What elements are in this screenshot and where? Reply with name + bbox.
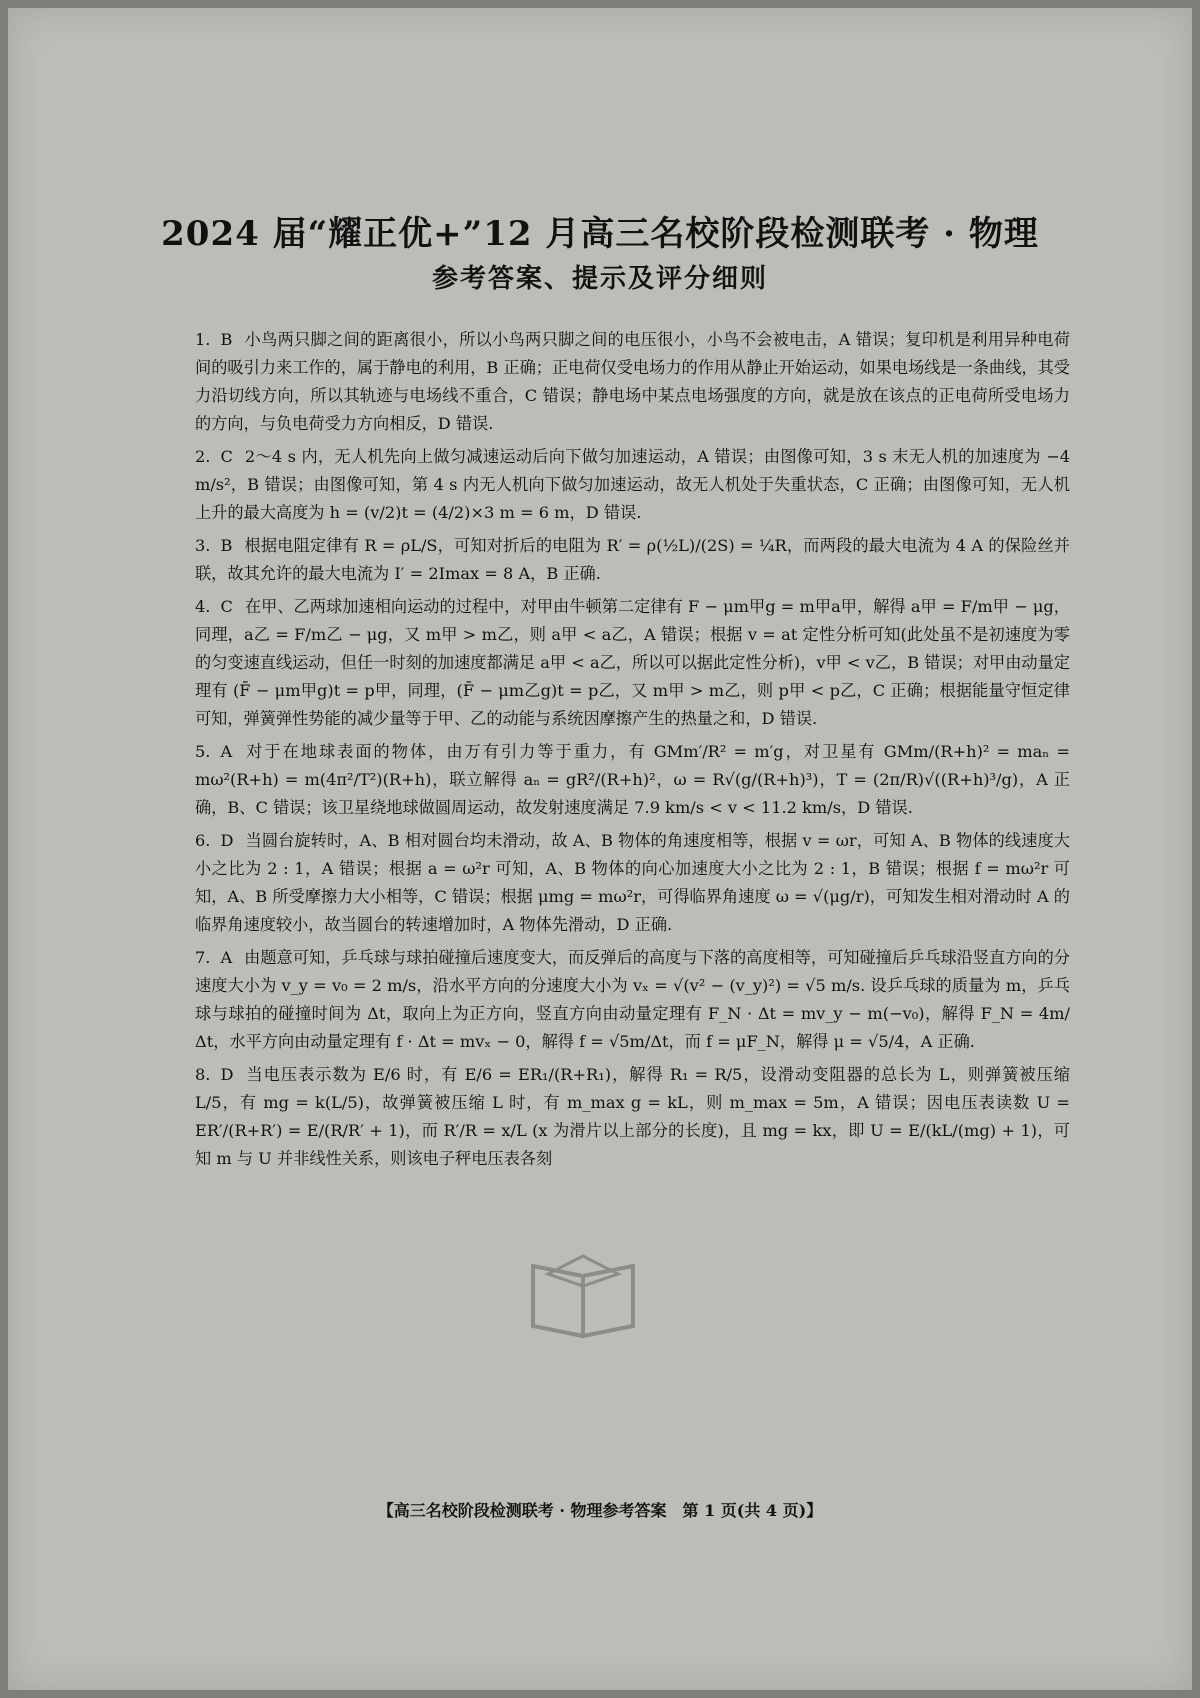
question-number: 1.	[195, 330, 211, 349]
page-subtitle: 参考答案、提示及评分细则	[431, 264, 768, 294]
question-number: 5.	[195, 742, 211, 761]
question-explanation: 根据电阻定律有 R = ρL/S，可知对折后的电阻为 R′ = ρ(½L)/(2S) = ¼R，而两段的最大电流为 4 A 的保险丝并联，故其允许的最大电流为 I′ = 2Imax = 8 A，B 正确.	[195, 536, 1070, 583]
question-explanation: 小鸟两只脚之间的距离很小，所以小鸟两只脚之间的电压很小，小鸟不会被电击，A 错误；复印机是利用异种电荷间的吸引力来工作的，属于静电的利用，B 正确；正电荷仅受电场力的作用从静止开始运动，如果电场线是一条曲线，其受力沿切线方向，所以其轨迹与电场线不重合，C 错误；静电场中某点电场强度的方向，就是放在该点的正电荷所受电场力的方向，与负电荷受力方向相反，D 错误.	[195, 330, 1070, 433]
question-number: 3.	[195, 536, 211, 555]
question-explanation: 2～4 s 内，无人机先向上做匀减速运动后向下做匀加速运动，A 错误；由图像可知，3 s 末无人机的加速度为 −4 m/s²，B 错误；由图像可知，第 4 s 内无人机向下做匀加速运动，故无人机处于失重状态，C 正确；由图像可知，无人机上升的最大高度为 h = (v/2)t = (4/2)×3 m = 6 m，D 错误.	[195, 447, 1070, 522]
question-number: 6.	[195, 831, 211, 850]
question-number: 2.	[195, 447, 211, 466]
question-answer: C	[220, 597, 233, 616]
page-footer: 【高三名校阶段检测联考 · 物理参考答案 第 1 页(共 4 页)】	[377, 1501, 823, 1520]
question-4	[195, 593, 1070, 733]
question-answer: B	[220, 536, 233, 555]
question-explanation: 当圆台旋转时，A、B 相对圆台均未滑动，故 A、B 物体的角速度相等，根据 v = ωr，可知 A、B 物体的线速度大小之比为 2 : 1，A 错误；根据 a = ω²r 可知，A、B 物体的向心加速度大小之比为 2 : 1，B 错误；根据 f = mω²r 可知，A、B 所受摩擦力大小相等，C 错误；根据 μmg = mω²r，可得临界角速度 ω = √(μg/r)，可知发生相对滑动时 A 的临界角速度较小，故当圆台的转速增加时，A 物体先滑动，D 正确.	[195, 831, 1070, 934]
watermark-book-logo-icon	[518, 1246, 648, 1346]
question-answer: A	[220, 742, 233, 761]
question-number: 4.	[195, 597, 211, 616]
question-number: 7.	[195, 948, 211, 967]
page-sheet	[8, 8, 1192, 1690]
question-5	[195, 738, 1070, 822]
question-answer: A	[220, 948, 233, 967]
question-answer: D	[220, 831, 234, 850]
question-explanation: 由题意可知，乒乓球与球拍碰撞后速度变大，而反弹后的高度与下落的高度相等，可知碰撞后乒乓球沿竖直方向的分速度大小为 v_y = v₀ = 2 m/s，沿水平方向的分速度大小为 vₓ = √(v² − (v_y)²) = √5 m/s. 设乒乓球的质量为 m，乒乓球与球拍的碰撞时间为 Δt，取向上为正方向，竖直方向由动量定理有 F_N · Δt = mv_y − m(−v₀)，解得 F_N = 4m/Δt，水平方向由动量定理有 f · Δt = mvₓ − 0，解得 f = √5m/Δt，而 f = μF_N，解得 μ = √5/4，A 正确.	[195, 948, 1070, 1051]
page-title: 2024 届“耀正优+”12 月高三名校阶段检测联考 · 物理	[161, 214, 1039, 254]
question-answer: D	[220, 1065, 234, 1084]
question-answer: B	[220, 330, 233, 349]
question-8	[195, 1061, 1070, 1173]
question-number: 8.	[195, 1065, 211, 1084]
question-3	[195, 532, 1070, 588]
question-7	[195, 944, 1070, 1056]
answer-list	[195, 326, 1070, 1178]
question-answer: C	[220, 447, 233, 466]
question-explanation: 对于在地球表面的物体，由万有引力等于重力，有 GMm′/R² = m′g，对卫星有 GMm/(R+h)² = maₙ = mω²(R+h) = m(4π²/T²)(R+h)，联立解得 aₙ = gR²/(R+h)²，ω = R√(g/(R+h)³)，T = (2π/R)√((R+h)³/g)，A 正确，B、C 错误；该卫星绕地球做圆周运动，故发射速度满足 7.9 km/s < v < 11.2 km/s，D 错误.	[195, 742, 1070, 817]
question-6	[195, 827, 1070, 939]
question-explanation: 当电压表示数为 E/6 时，有 E/6 = ER₁/(R+R₁)，解得 R₁ = R/5，设滑动变阻器的总长为 L，则弹簧被压缩 L/5，有 mg = k(L/5)，故弹簧被压缩 L 时，有 m_max g = kL，则 m_max = 5m，A 错误；因电压表读数 U = ER′/(R+R′) = E/(R/R′ + 1)，而 R′/R = x/L (x 为滑片以上部分的长度)，且 mg = kx，即 U = E/(kL/(mg) + 1)，可知 m 与 U 并非线性关系，则该电子秤电压表各刻	[195, 1065, 1070, 1168]
question-2	[195, 443, 1070, 527]
question-1	[195, 326, 1070, 438]
question-explanation: 在甲、乙两球加速相向运动的过程中，对甲由牛顿第二定律有 F − μm甲g = m甲a甲，解得 a甲 = F/m甲 − μg，同理，a乙 = F/m乙 − μg，又 m甲 > m乙，则 a甲 < a乙，A 错误；根据 v = at 定性分析可知(此处虽不是初速度为零的匀变速直线运动，但任一时刻的加速度都满足 a甲 < a乙，所以可以据此定性分析)，v甲 < v乙，B 错误；对甲由动量定理有 (F̄ − μm甲g)t = p甲，同理，(F̄ − μm乙g)t = p乙，又 m甲 > m乙，则 p甲 < p乙，C 正确；根据能量守恒定律可知，弹簧弹性势能的减少量等于甲、乙的动能与系统因摩擦产生的热量之和，D 错误.	[195, 597, 1070, 728]
